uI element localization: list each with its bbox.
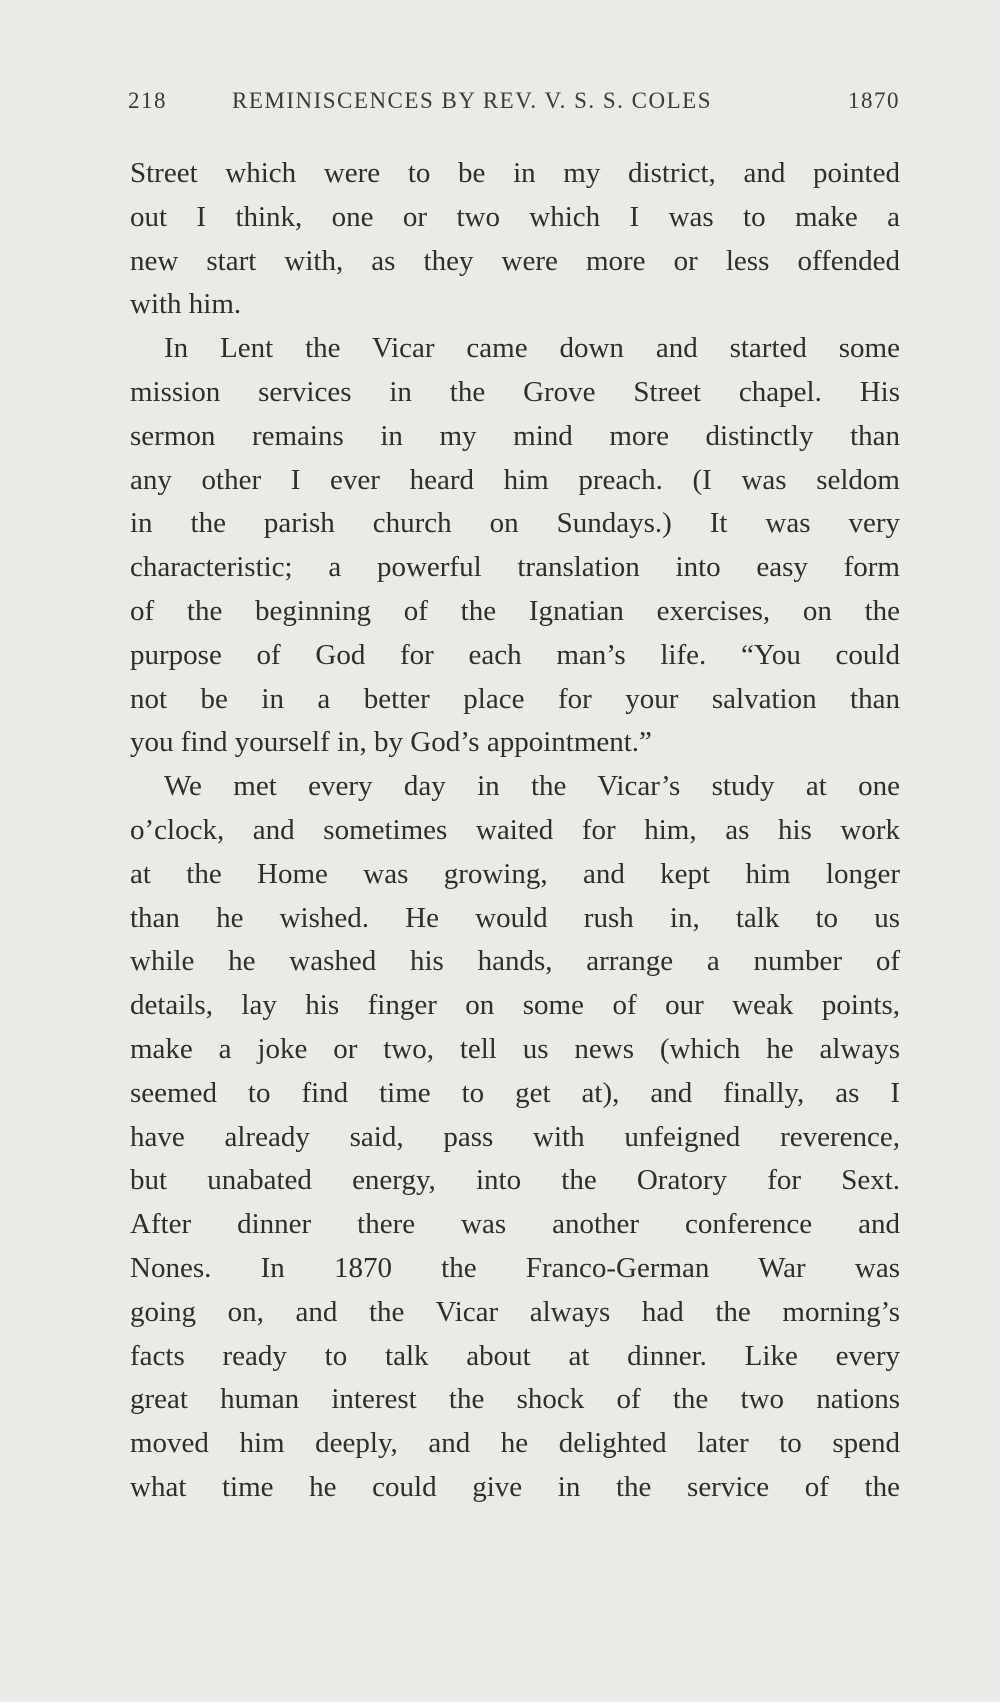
text-line: out I think, one or two which I was to make a xyxy=(130,200,900,233)
text-line: After dinner there was another conference and xyxy=(130,1208,900,1241)
text-line: details, lay his finger on some of our weak points, xyxy=(130,989,900,1022)
text-line: In Lent the Vicar came down and started some xyxy=(164,332,900,365)
text-line: make a joke or two, tell us news (which he always xyxy=(130,1032,900,1065)
text-line: sermon remains in my mind more distinctly than xyxy=(130,419,900,452)
text-line: have already said, pass with unfeigned reverence, xyxy=(130,1120,900,1153)
text-line: Nones. In 1870 the Franco-German War was xyxy=(130,1251,900,1284)
text-line: facts ready to talk about at dinner. Like every xyxy=(130,1339,900,1372)
text-line: great human interest the shock of the two nations xyxy=(130,1383,900,1416)
text-line: at the Home was growing, and kept him longer xyxy=(130,857,900,890)
text-line: Street which were to be in my district, and pointed xyxy=(130,157,900,189)
header-year: 1870 xyxy=(848,88,900,113)
text-line: but unabated energy, into the Oratory for Sext. xyxy=(130,1164,900,1197)
text-line: what time he could give in the service of the xyxy=(130,1470,900,1503)
text-line: new start with, as they were more or less offended xyxy=(130,244,900,277)
text-line: going on, and the Vicar always had the morning’s xyxy=(130,1295,900,1328)
running-title: REMINISCENCES BY REV. V. S. S. COLES xyxy=(232,88,713,113)
text-line: in the parish church on Sundays.) It was very xyxy=(130,507,900,540)
page-number: 218 xyxy=(128,88,167,113)
text-line: o’clock, and sometimes waited for him, as his work xyxy=(130,813,900,846)
running-header xyxy=(128,88,900,124)
text-line: not be in a better place for your salvation than xyxy=(130,682,900,715)
body-text xyxy=(130,152,900,1510)
text-line: of the beginning of the Ignatian exercises, on the xyxy=(130,594,900,627)
text-line: with him. xyxy=(130,288,242,321)
text-line: mission services in the Grove Street chapel. His xyxy=(130,375,900,408)
text-line: characteristic; a powerful translation into easy form xyxy=(130,551,900,584)
text-line: while he washed his hands, arrange a number of xyxy=(130,945,900,978)
text-line: moved him deeply, and he delighted later to spend xyxy=(130,1427,900,1460)
text-line: than he wished. He would rush in, talk to us xyxy=(130,901,900,934)
text-line: We met every day in the Vicar’s study at one xyxy=(164,770,900,803)
text-line: you find yourself in, by God’s appointment.” xyxy=(130,726,652,759)
text-line: any other I ever heard him preach. (I was seldom xyxy=(130,463,900,496)
text-line: purpose of God for each man’s life. “You could xyxy=(130,638,900,671)
text-line: seemed to find time to get at), and finally, as I xyxy=(130,1076,900,1109)
